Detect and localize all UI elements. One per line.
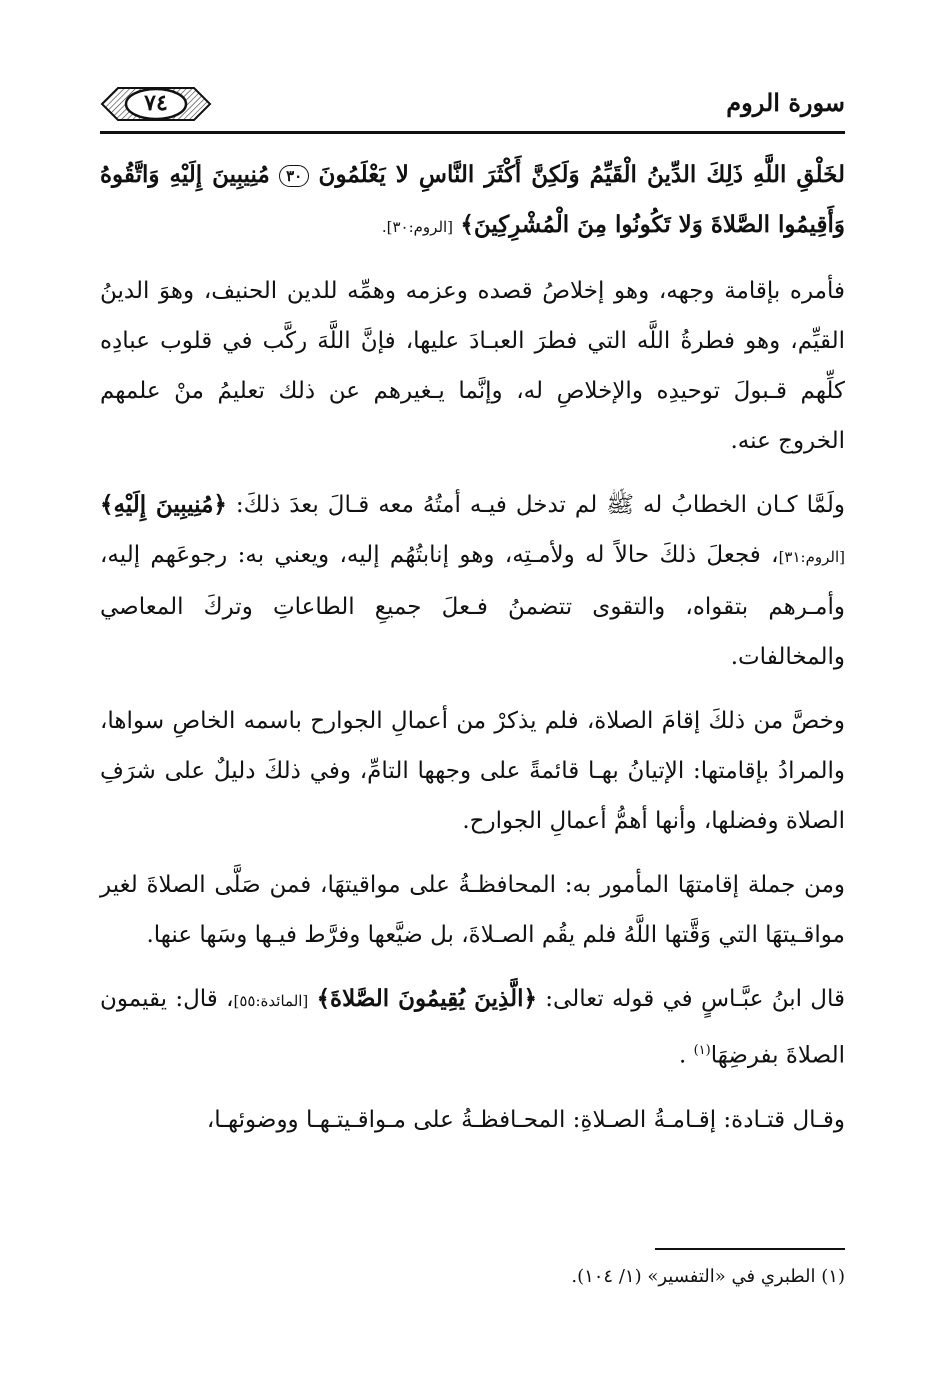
footnote: (١) الطبري في «التفسير» (١/ ١٠٤). <box>571 1266 845 1287</box>
footnote-marker[interactable]: (١) <box>693 1043 711 1058</box>
verse-reference: [المائدة:٥٥] <box>233 992 309 1010</box>
paragraph-text: . <box>678 1042 694 1069</box>
body-paragraph <box>100 974 845 1081</box>
paragraph-text: ، قال: يقيمون الصلاةَ بفرضِهَا <box>100 986 845 1069</box>
footnote-divider <box>655 1248 845 1250</box>
verse-paragraph <box>100 150 845 252</box>
verse-number-marker: ٣٠ <box>279 165 309 187</box>
page-body <box>100 150 845 1159</box>
body-paragraph: فأمره بإقامة وجهه، وهو إخلاصُ قصده وعزمه وهمِّه للدين الحنيف، وهوَ الدينُ القيِّم، وهو فطرةُ اللَّه التي فطرَ العبـادَ عليها، فإنَّ اللَّهَ ركَّب في قلوب عبادِه كلِّهم قـبولَ توحيدِه والإخلاصِ له، وإنَّما يـغيرهم عن ذلك تعليمُ منْ علمهم الخروج عنه. <box>100 278 845 454</box>
paragraph-text: قال ابنُ عبَّـاسٍ في قوله تعالى: <box>545 986 846 1012</box>
body-paragraph: ومن جملة إقامتهَا المأمور به: المحافظـةُ على مواقيتهَا، فمن صَلَّى الصلاةَ لغير مواقـيتهَا التي وَقَّتها اللَّهُ فلم يقُم الصـلاةَ، بل ضيَّعها وفرَّط فيـها وسَها عنها. <box>100 872 845 948</box>
paragraph-text: ولَمَّا كـان الخطابُ له ﷺ لم تدخل فيـه أمتُهُ معه قـالَ بعدَ ذلكَ: <box>235 492 845 518</box>
page-number: ٧٤ <box>144 90 168 116</box>
body-paragraph: وخصَّ من ذلكَ إقامَ الصلاة، فلم يذكرْ من أعمالِ الجوارح باسمه الخاصِ سواها، والمرادُ بإقامتها: الإتيانُ بهـا قائمةً على وجهها التامِّ، وفي ذلكَ دليلٌ على شرَفِ الصلاة وفضلها، وأنها أهمُّ أعمالِ الجوارح. <box>100 708 845 834</box>
verse-reference: [الروم:٣٠]. <box>381 218 454 236</box>
quran-text: مُنِيبِينَ إِلَيْهِ وَاتَّقُوهُ وَأَقِيمُوا الصَّلاةَ وَلا تَكُونُوا مِنَ الْمُشْرِكِينَ﴾ <box>100 161 845 238</box>
body-paragraph: وقـال قتـادة: إقـامـةُ الصـلاةِ: المحـافظـةُ على مـواقـيتـهـا ووضوئهـا، <box>206 1106 845 1133</box>
header-divider <box>100 131 845 134</box>
quran-quote: ﴿مُنِيبِينَ إِلَيْهِ﴾ <box>100 491 227 518</box>
page-header <box>100 84 845 132</box>
verse-reference: [الروم:٣١] <box>778 548 845 566</box>
surah-title: سورة الروم <box>726 88 845 117</box>
paragraph-text: ، فجعلَ ذلكَ حالاً له ولأمـتِه، وهو إنابتُهُم إليه، ويعني به: رجوعَهم إليه، وأمـرهم بتقواه، والتقوى تتضمنُ فـعلَ جميعِ الطاعاتِ وتركَ المعاصي والمخالفات. <box>100 542 845 670</box>
quran-quote: ﴿الَّذِينَ يُقِيمُونَ الصَّلاةَ﴾ <box>316 985 538 1012</box>
quran-text: لخَلْقِ اللَّهِ ذَلِكَ الدِّينُ الْقَيِّمُ وَلَكِنَّ أَكْثَرَ النَّاسِ لا يَعْلَمُونَ <box>318 161 846 188</box>
body-paragraph <box>100 480 845 682</box>
page-number-badge <box>100 84 212 124</box>
